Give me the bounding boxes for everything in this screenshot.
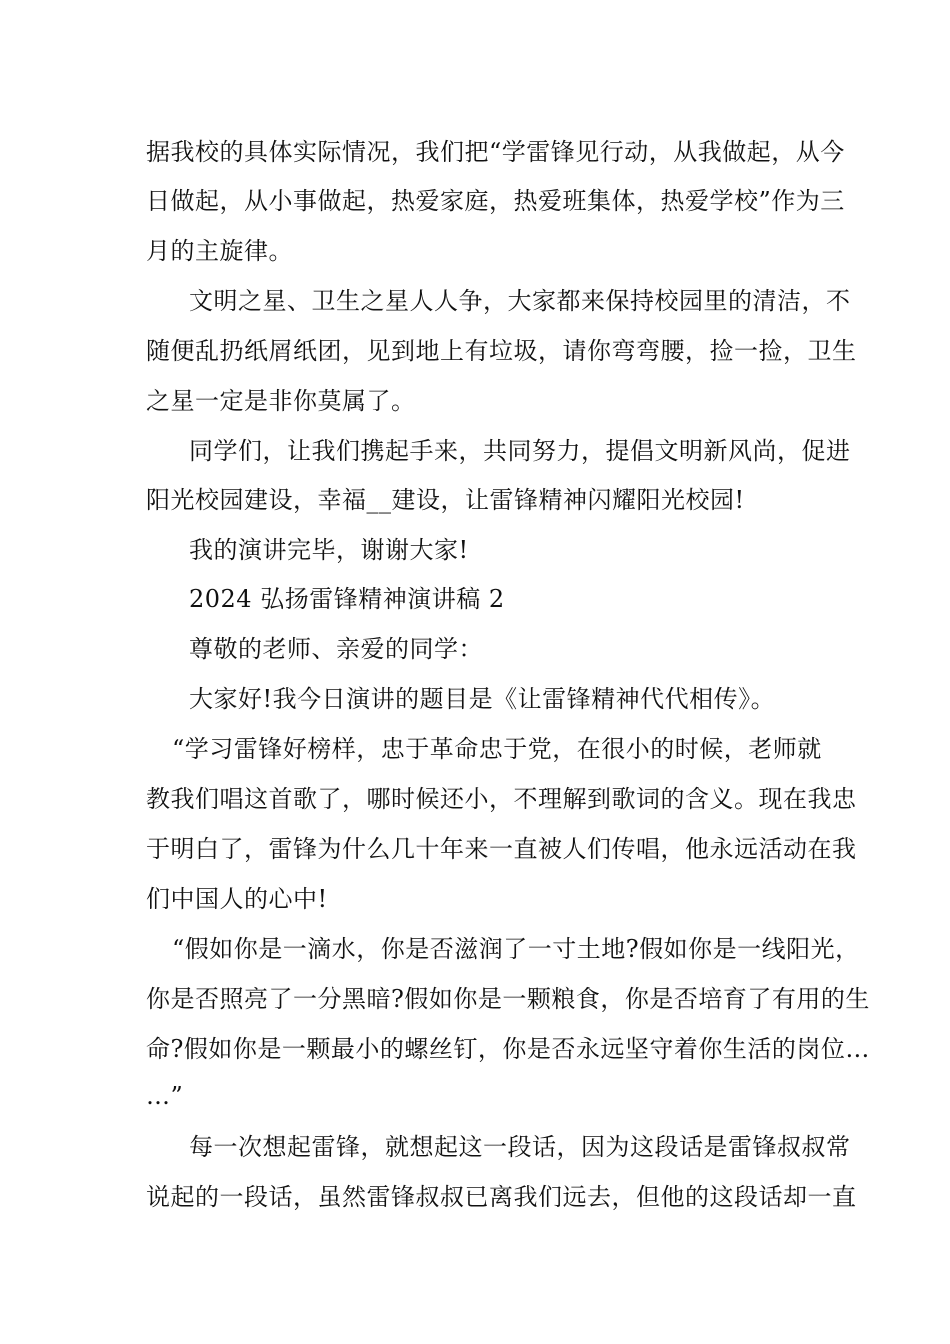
text-line: 们中国人的心中! (146, 885, 328, 913)
text-line: 之星一定是非你莫属了。 (146, 387, 416, 415)
text-line: …” (146, 1082, 184, 1110)
text-line: 于明白了，雷锋为什么几十年来一直被人们传唱，他永远活动在我 (146, 835, 857, 863)
paragraph-first-line: 我的演讲完毕，谢谢大家! (189, 536, 469, 564)
paragraph-first-line: “假如你是一滴水，你是否滋润了一寸土地?假如你是一线阳光， (172, 935, 860, 963)
salutation: 尊敬的老师、亲爱的同学： (189, 635, 483, 663)
paragraph-first-line: 每一次想起雷锋，就想起这一段话，因为这段话是雷锋叔叔常 (189, 1133, 851, 1161)
text-line: 随便乱扔纸屑纸团，见到地上有垃圾，请你弯弯腰，捡一捡，卫生 (146, 337, 857, 365)
text-line: 日做起，从小事做起，热爱家庭，热爱班集体，热爱学校”作为三 (146, 187, 845, 215)
text-line: 阳光校园建设，幸福__建设，让雷锋精神闪耀阳光校园! (146, 486, 745, 514)
section-heading: 2024 弘扬雷锋精神演讲稿 2 (189, 585, 505, 613)
text-line: 命?假如你是一颗最小的螺丝钉，你是否永远坚守着你生活的岗位… (146, 1035, 870, 1063)
text-line: 月的主旋律。 (146, 237, 293, 265)
paragraph-first-line: “学习雷锋好榜样，忠于革命忠于党，在很小的时候，老师就 (172, 735, 822, 763)
paragraph-first-line: 同学们，让我们携起手来，共同努力，提倡文明新风尚，促进 (189, 437, 851, 465)
text-line: 据我校的具体实际情况，我们把“学雷锋见行动，从我做起，从今 (146, 138, 845, 166)
text-line: 教我们唱这首歌了，哪时候还小，不理解到歌词的含义。现在我忠 (146, 785, 857, 813)
text-line: 说起的一段话，虽然雷锋叔叔已离我们远去，但他的这段话却一直 (146, 1183, 857, 1211)
paragraph-first-line: 文明之星、卫生之星人人争，大家都来保持校园里的清洁，不 (189, 287, 851, 315)
paragraph-first-line: 大家好!我今日演讲的题目是《让雷锋精神代代相传》。 (189, 685, 776, 713)
text-line: 你是否照亮了一分黑暗?假如你是一颗粮食，你是否培育了有用的生 (146, 985, 870, 1013)
